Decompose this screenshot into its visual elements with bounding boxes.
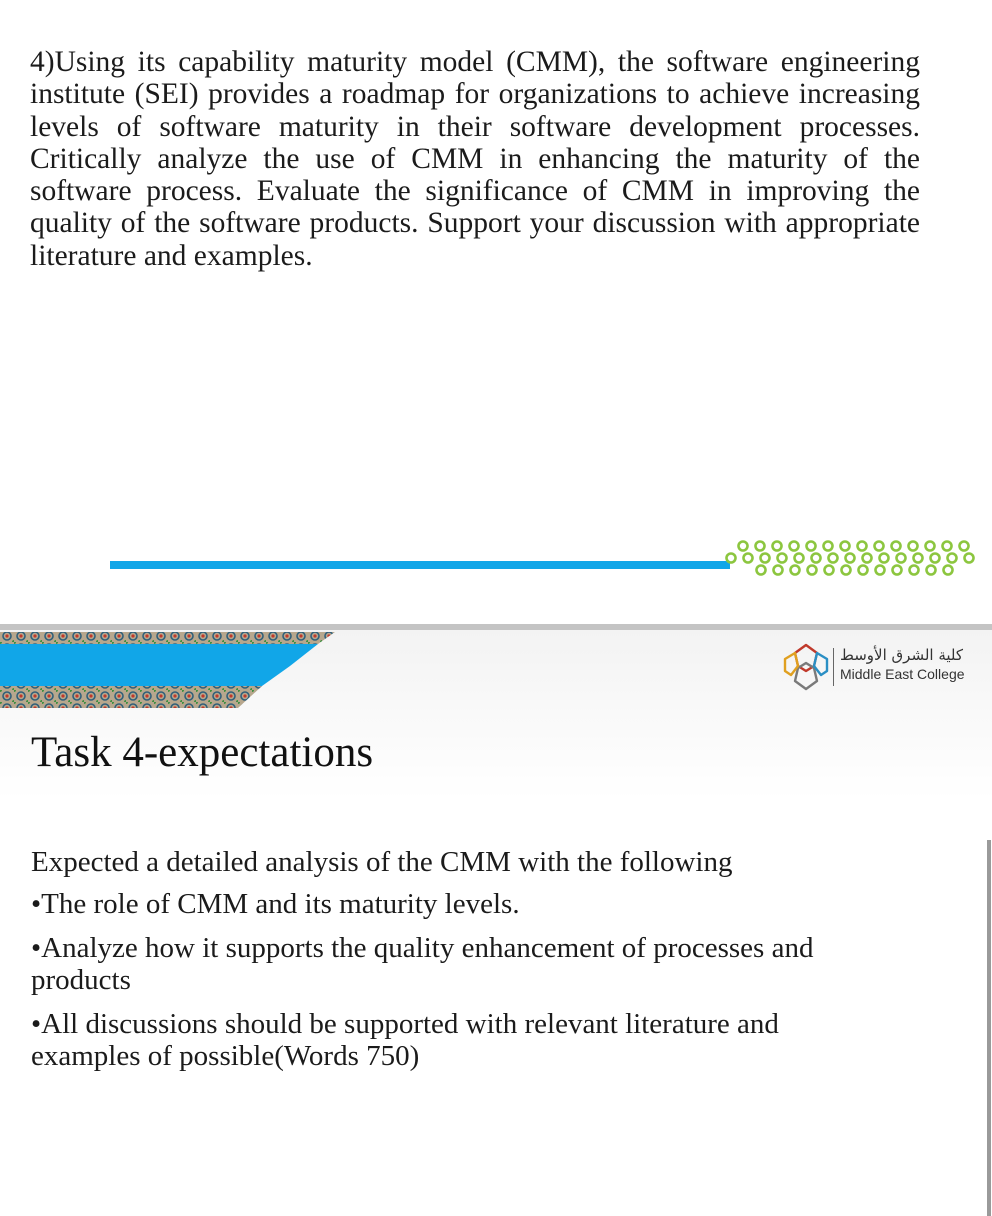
list-item: •The role of CMM and its maturity levels. — [31, 888, 520, 920]
ring-decoration — [897, 554, 906, 563]
ring-decoration — [756, 542, 765, 551]
decorative-blue-line — [110, 561, 730, 569]
ring-decoration — [727, 554, 736, 563]
ring-decoration — [960, 542, 969, 551]
ring-decoration — [943, 542, 952, 551]
ring-decoration — [790, 542, 799, 551]
ring-decoration — [914, 554, 923, 563]
ring-decoration — [948, 554, 957, 563]
ring-decoration — [778, 554, 787, 563]
ring-decoration — [858, 542, 867, 551]
expectations-intro: Expected a detailed analysis of the CMM with the following — [31, 846, 733, 878]
ring-decoration — [812, 554, 821, 563]
ring-decoration — [825, 566, 834, 575]
ring-decoration — [757, 566, 766, 575]
ring-decoration — [944, 566, 953, 575]
ring-decoration — [909, 542, 918, 551]
ring-decoration — [841, 542, 850, 551]
list-item: •All discussions should be supported with relevant literature and examples of possible(Words 750) — [31, 1008, 779, 1072]
mosaic-banner — [0, 630, 340, 710]
scroll-edge-bar — [987, 840, 991, 1216]
ring-decoration — [774, 566, 783, 575]
ring-decoration — [927, 566, 936, 575]
ring-decoration — [931, 554, 940, 563]
college-logo-icon — [781, 641, 831, 693]
logo-separator — [833, 648, 834, 686]
ring-decoration — [875, 542, 884, 551]
ring-decoration — [739, 542, 748, 551]
ring-decoration — [808, 566, 817, 575]
ring-decoration — [893, 566, 902, 575]
task-title: Task 4-expectations — [31, 729, 374, 776]
logo-arabic-text: كلية الشرق الأوسط — [840, 646, 964, 664]
ring-decoration — [761, 554, 770, 563]
ring-decoration — [807, 542, 816, 551]
ring-decoration — [880, 554, 889, 563]
ring-decoration — [965, 554, 974, 563]
ring-decoration — [846, 554, 855, 563]
ring-decoration — [926, 542, 935, 551]
ring-decoration — [773, 542, 782, 551]
ring-pattern-decoration — [725, 538, 992, 582]
question-text: 4)Using its capability maturity model (CMM), the software engineering institute (SEI) provides a roadmap for organizations to achieve increasing levels of software maturity in their software development processes. Critically analyze the use of CMM in enhancing the maturity of the software process. Evaluate the significance of CMM in improving the quality of the software products. Support your discussion with appropriate literature and examples. — [30, 46, 920, 272]
ring-decoration — [795, 554, 804, 563]
ring-decoration — [876, 566, 885, 575]
ring-decoration — [859, 566, 868, 575]
ring-decoration — [892, 542, 901, 551]
ring-decoration — [842, 566, 851, 575]
ring-decoration — [824, 542, 833, 551]
ring-decoration — [829, 554, 838, 563]
ring-decoration — [863, 554, 872, 563]
logo-english-text: Middle East College — [840, 666, 965, 682]
ring-decoration — [791, 566, 800, 575]
list-item: •Analyze how it supports the quality enhancement of processes and products — [31, 932, 814, 996]
ring-decoration — [744, 554, 753, 563]
ring-decoration — [910, 566, 919, 575]
expectations-list — [31, 888, 881, 1084]
